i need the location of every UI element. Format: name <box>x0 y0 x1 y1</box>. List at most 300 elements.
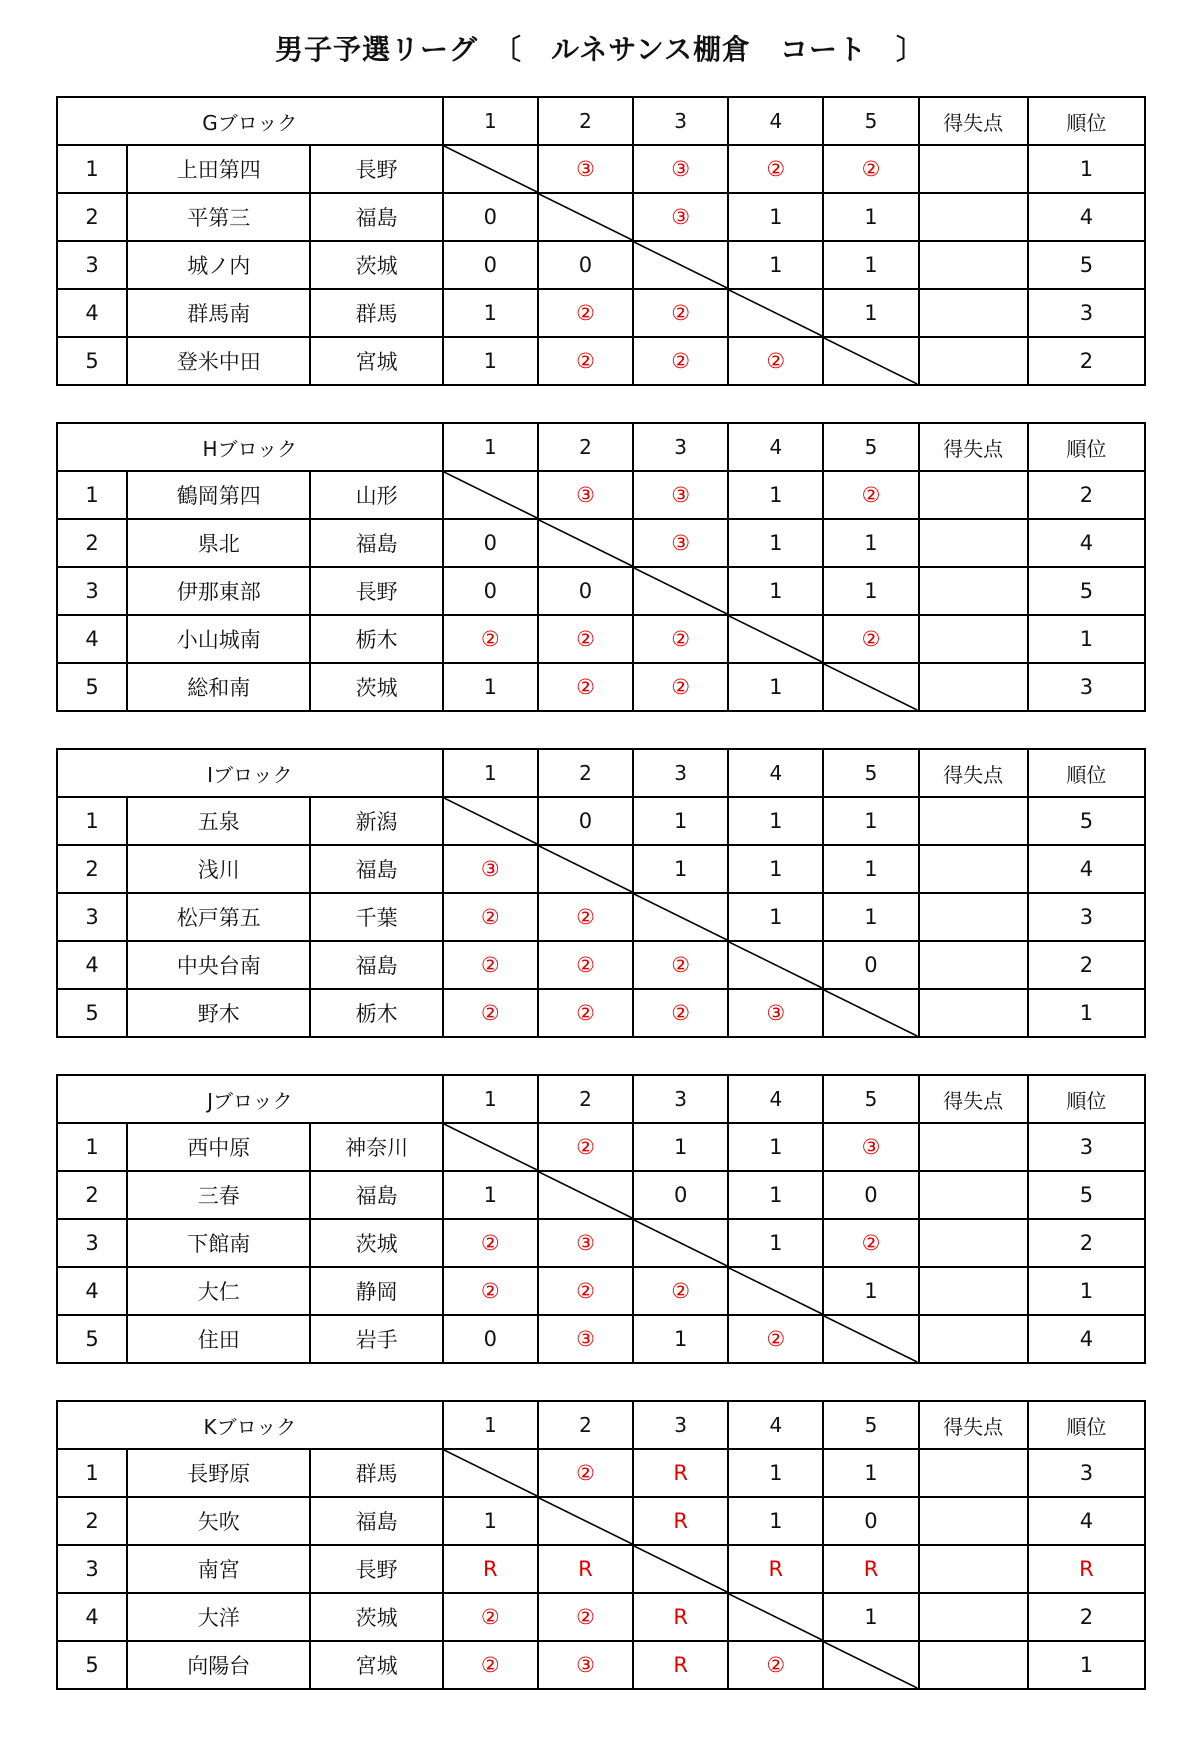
team-prefecture: 千葉 <box>310 893 442 941</box>
match-result: ② <box>443 1641 538 1689</box>
score-cell <box>919 615 1028 663</box>
diagonal-line <box>444 472 537 518</box>
match-result: 1 <box>823 241 918 289</box>
diagonal-line <box>729 1594 822 1640</box>
team-number: 2 <box>57 1171 127 1219</box>
match-result: ② <box>728 1641 823 1689</box>
column-number: 5 <box>823 97 918 145</box>
score-cell <box>919 567 1028 615</box>
match-result: ② <box>443 1219 538 1267</box>
team-row <box>57 145 1145 193</box>
match-result: ② <box>823 145 918 193</box>
match-result: ② <box>538 989 633 1037</box>
diagonal-line <box>634 242 727 288</box>
column-number: 4 <box>728 97 823 145</box>
team-number: 1 <box>57 145 127 193</box>
diagonal-line <box>539 1172 632 1218</box>
team-prefecture: 岩手 <box>310 1315 442 1363</box>
score-cell <box>919 1593 1028 1641</box>
team-number: 4 <box>57 1267 127 1315</box>
rank-cell: 4 <box>1028 519 1145 567</box>
team-row <box>57 893 1145 941</box>
rank-cell: 5 <box>1028 797 1145 845</box>
team-number: 4 <box>57 1593 127 1641</box>
match-result: 1 <box>633 845 728 893</box>
column-number: 1 <box>443 1075 538 1123</box>
score-cell <box>919 193 1028 241</box>
team-row <box>57 1641 1145 1689</box>
match-result: ② <box>538 893 633 941</box>
score-cell <box>919 1315 1028 1363</box>
self-match-cell <box>443 145 538 193</box>
match-result: 1 <box>728 893 823 941</box>
match-result: ③ <box>633 145 728 193</box>
team-row <box>57 1219 1145 1267</box>
match-result: ② <box>538 1593 633 1641</box>
team-number: 4 <box>57 289 127 337</box>
team-row <box>57 1315 1145 1363</box>
team-number: 5 <box>57 1315 127 1363</box>
match-result: ③ <box>538 1641 633 1689</box>
team-number: 5 <box>57 337 127 385</box>
diagonal-line <box>444 146 537 192</box>
match-result: R <box>823 1545 918 1593</box>
rank-header: 順位 <box>1028 97 1145 145</box>
rank-cell: 1 <box>1028 989 1145 1037</box>
match-result: 1 <box>823 893 918 941</box>
team-row <box>57 663 1145 711</box>
column-number: 5 <box>823 1401 918 1449</box>
rank-header: 順位 <box>1028 423 1145 471</box>
match-result: 1 <box>823 1449 918 1497</box>
team-name: 大仁 <box>127 1267 310 1315</box>
match-result: ③ <box>823 1123 918 1171</box>
score-cell <box>919 289 1028 337</box>
match-result: 1 <box>728 797 823 845</box>
rank-cell: 2 <box>1028 1593 1145 1641</box>
team-row <box>57 1593 1145 1641</box>
league-block <box>56 1074 1146 1364</box>
league-table <box>56 96 1146 386</box>
team-number: 5 <box>57 663 127 711</box>
league-block <box>56 1400 1146 1690</box>
league-table <box>56 422 1146 712</box>
column-number: 2 <box>538 749 633 797</box>
team-prefecture: 長野 <box>310 1545 442 1593</box>
score-cell <box>919 1267 1028 1315</box>
rank-cell: 2 <box>1028 471 1145 519</box>
score-cell <box>919 893 1028 941</box>
team-number: 3 <box>57 241 127 289</box>
header-row <box>57 97 1145 145</box>
team-name: 大洋 <box>127 1593 310 1641</box>
score-cell <box>919 241 1028 289</box>
team-prefecture: 福島 <box>310 193 442 241</box>
match-result: ③ <box>633 193 728 241</box>
match-result: 1 <box>823 1267 918 1315</box>
team-name: 五泉 <box>127 797 310 845</box>
team-prefecture: 茨城 <box>310 241 442 289</box>
match-result: ② <box>443 893 538 941</box>
rank-cell: 4 <box>1028 1315 1145 1363</box>
match-result: R <box>633 1497 728 1545</box>
rank-cell: 2 <box>1028 1219 1145 1267</box>
score-cell <box>919 1497 1028 1545</box>
team-number: 1 <box>57 471 127 519</box>
match-result: 1 <box>728 519 823 567</box>
header-row <box>57 1075 1145 1123</box>
match-result: 1 <box>443 663 538 711</box>
match-result: ② <box>823 471 918 519</box>
match-result: 1 <box>728 1449 823 1497</box>
diagonal-line <box>634 1546 727 1592</box>
rank-cell: 3 <box>1028 893 1145 941</box>
diagonal-line <box>444 798 537 844</box>
team-row <box>57 337 1145 385</box>
match-result: ② <box>538 941 633 989</box>
match-result: 1 <box>728 471 823 519</box>
diagonal-line <box>539 1498 632 1544</box>
match-result: R <box>538 1545 633 1593</box>
match-result: ② <box>633 337 728 385</box>
self-match-cell <box>728 615 823 663</box>
match-result: ② <box>443 1593 538 1641</box>
team-name: 西中原 <box>127 1123 310 1171</box>
match-result: ③ <box>538 471 633 519</box>
team-row <box>57 989 1145 1037</box>
team-row <box>57 1497 1145 1545</box>
rank-cell: 5 <box>1028 1171 1145 1219</box>
team-number: 3 <box>57 893 127 941</box>
match-result: 1 <box>728 1497 823 1545</box>
match-result: 0 <box>633 1171 728 1219</box>
column-number: 5 <box>823 423 918 471</box>
team-prefecture: 群馬 <box>310 289 442 337</box>
match-result: 0 <box>443 519 538 567</box>
rank-cell: 5 <box>1028 241 1145 289</box>
team-name: 野木 <box>127 989 310 1037</box>
rank-cell: 3 <box>1028 1449 1145 1497</box>
rank-cell: 5 <box>1028 567 1145 615</box>
team-prefecture: 宮城 <box>310 337 442 385</box>
match-result: ② <box>538 289 633 337</box>
match-result: ② <box>633 1267 728 1315</box>
team-name: 上田第四 <box>127 145 310 193</box>
league-block <box>56 748 1146 1038</box>
column-number: 4 <box>728 1401 823 1449</box>
self-match-cell <box>443 471 538 519</box>
match-result: ② <box>823 615 918 663</box>
self-match-cell <box>538 845 633 893</box>
score-cell <box>919 1641 1028 1689</box>
match-result: ③ <box>633 519 728 567</box>
match-result: 1 <box>728 1123 823 1171</box>
self-match-cell <box>443 797 538 845</box>
column-number: 3 <box>633 423 728 471</box>
self-match-cell <box>823 1315 918 1363</box>
team-row <box>57 519 1145 567</box>
match-result: R <box>633 1641 728 1689</box>
team-prefecture: 栃木 <box>310 989 442 1037</box>
score-cell <box>919 337 1028 385</box>
self-match-cell <box>823 989 918 1037</box>
match-result: ② <box>633 615 728 663</box>
self-match-cell <box>633 893 728 941</box>
team-name: 浅川 <box>127 845 310 893</box>
column-number: 2 <box>538 1401 633 1449</box>
column-number: 2 <box>538 1075 633 1123</box>
match-result: ② <box>633 989 728 1037</box>
score-cell <box>919 471 1028 519</box>
team-name: 城ノ内 <box>127 241 310 289</box>
match-result: ② <box>633 941 728 989</box>
score-cell <box>919 145 1028 193</box>
rank-header: 順位 <box>1028 749 1145 797</box>
rank-cell: 1 <box>1028 1267 1145 1315</box>
block-name: Gブロック <box>57 97 443 145</box>
team-row <box>57 241 1145 289</box>
match-result: 0 <box>443 567 538 615</box>
team-number: 2 <box>57 193 127 241</box>
match-result: R <box>443 1545 538 1593</box>
self-match-cell <box>443 1123 538 1171</box>
match-result: 1 <box>728 241 823 289</box>
column-number: 4 <box>728 749 823 797</box>
team-name: 登米中田 <box>127 337 310 385</box>
match-result: 1 <box>443 1497 538 1545</box>
column-number: 4 <box>728 423 823 471</box>
self-match-cell <box>728 941 823 989</box>
team-prefecture: 長野 <box>310 567 442 615</box>
score-cell <box>919 663 1028 711</box>
team-number: 3 <box>57 1545 127 1593</box>
team-number: 2 <box>57 1497 127 1545</box>
self-match-cell <box>823 337 918 385</box>
score-cell <box>919 797 1028 845</box>
diagonal-line <box>539 520 632 566</box>
score-cell <box>919 1123 1028 1171</box>
match-result: 1 <box>823 193 918 241</box>
team-name: 向陽台 <box>127 1641 310 1689</box>
team-number: 4 <box>57 615 127 663</box>
team-name: 群馬南 <box>127 289 310 337</box>
match-result: ② <box>538 1267 633 1315</box>
self-match-cell <box>728 1267 823 1315</box>
self-match-cell <box>633 241 728 289</box>
match-result: 1 <box>633 1123 728 1171</box>
match-result: 1 <box>443 1171 538 1219</box>
match-result: 1 <box>823 797 918 845</box>
team-number: 2 <box>57 845 127 893</box>
match-result: 1 <box>728 567 823 615</box>
header-row <box>57 423 1145 471</box>
match-result: ③ <box>728 989 823 1037</box>
match-result: ② <box>728 145 823 193</box>
rank-header: 順位 <box>1028 1401 1145 1449</box>
league-block <box>56 422 1146 712</box>
diagonal-line <box>729 1268 822 1314</box>
match-result: ③ <box>443 845 538 893</box>
team-row <box>57 797 1145 845</box>
match-result: ② <box>538 615 633 663</box>
match-result: 0 <box>823 1171 918 1219</box>
diagonal-line <box>824 990 917 1036</box>
match-result: ② <box>633 289 728 337</box>
column-number: 3 <box>633 1401 728 1449</box>
score-header: 得失点 <box>919 1401 1028 1449</box>
team-row <box>57 1171 1145 1219</box>
team-prefecture: 茨城 <box>310 1593 442 1641</box>
match-result: 1 <box>823 1593 918 1641</box>
match-result: ② <box>538 1449 633 1497</box>
match-result: 1 <box>728 1219 823 1267</box>
rank-cell: 1 <box>1028 1641 1145 1689</box>
match-result: 1 <box>728 663 823 711</box>
match-result: 0 <box>443 1315 538 1363</box>
score-cell <box>919 845 1028 893</box>
team-prefecture: 栃木 <box>310 615 442 663</box>
score-cell <box>919 941 1028 989</box>
match-result: 0 <box>538 797 633 845</box>
score-cell <box>919 519 1028 567</box>
team-number: 2 <box>57 519 127 567</box>
match-result: 1 <box>728 845 823 893</box>
match-result: 1 <box>823 567 918 615</box>
self-match-cell <box>538 193 633 241</box>
team-prefecture: 福島 <box>310 941 442 989</box>
team-row <box>57 615 1145 663</box>
team-row <box>57 941 1145 989</box>
team-row <box>57 289 1145 337</box>
team-prefecture: 福島 <box>310 1171 442 1219</box>
team-name: 県北 <box>127 519 310 567</box>
match-result: ③ <box>538 1219 633 1267</box>
column-number: 5 <box>823 1075 918 1123</box>
team-prefecture: 山形 <box>310 471 442 519</box>
team-name: 矢吹 <box>127 1497 310 1545</box>
match-result: 0 <box>443 241 538 289</box>
match-result: 0 <box>823 941 918 989</box>
diagonal-line <box>634 1220 727 1266</box>
score-cell <box>919 1171 1028 1219</box>
column-number: 1 <box>443 749 538 797</box>
team-prefecture: 福島 <box>310 845 442 893</box>
team-prefecture: 長野 <box>310 145 442 193</box>
league-table <box>56 1400 1146 1690</box>
score-header: 得失点 <box>919 423 1028 471</box>
team-number: 1 <box>57 1449 127 1497</box>
column-number: 2 <box>538 423 633 471</box>
team-row <box>57 1267 1145 1315</box>
rank-cell: R <box>1028 1545 1145 1593</box>
match-result: R <box>728 1545 823 1593</box>
team-prefecture: 神奈川 <box>310 1123 442 1171</box>
match-result: 1 <box>633 1315 728 1363</box>
match-result: ② <box>443 941 538 989</box>
column-number: 1 <box>443 423 538 471</box>
match-result: 1 <box>823 519 918 567</box>
diagonal-line <box>539 846 632 892</box>
match-result: 0 <box>443 193 538 241</box>
rank-header: 順位 <box>1028 1075 1145 1123</box>
diagonal-line <box>444 1450 537 1496</box>
diagonal-line <box>824 664 917 710</box>
team-row <box>57 471 1145 519</box>
self-match-cell <box>728 289 823 337</box>
match-result: ② <box>633 663 728 711</box>
match-result: ② <box>728 1315 823 1363</box>
match-result: ② <box>443 615 538 663</box>
score-header: 得失点 <box>919 749 1028 797</box>
score-header: 得失点 <box>919 1075 1028 1123</box>
match-result: 1 <box>823 289 918 337</box>
team-number: 3 <box>57 567 127 615</box>
team-number: 1 <box>57 1123 127 1171</box>
rank-cell: 4 <box>1028 845 1145 893</box>
rank-cell: 1 <box>1028 615 1145 663</box>
team-name: 三春 <box>127 1171 310 1219</box>
team-name: 鶴岡第四 <box>127 471 310 519</box>
diagonal-line <box>729 290 822 336</box>
team-prefecture: 新潟 <box>310 797 442 845</box>
block-name: Kブロック <box>57 1401 443 1449</box>
team-name: 住田 <box>127 1315 310 1363</box>
match-result: 0 <box>538 567 633 615</box>
diagonal-line <box>729 616 822 662</box>
rank-cell: 4 <box>1028 1497 1145 1545</box>
column-number: 3 <box>633 97 728 145</box>
match-result: 0 <box>538 241 633 289</box>
match-result: ② <box>538 337 633 385</box>
score-cell <box>919 1449 1028 1497</box>
rank-cell: 3 <box>1028 663 1145 711</box>
column-number: 5 <box>823 749 918 797</box>
team-number: 5 <box>57 1641 127 1689</box>
league-table <box>56 748 1146 1038</box>
column-number: 4 <box>728 1075 823 1123</box>
column-number: 2 <box>538 97 633 145</box>
team-name: 伊那東部 <box>127 567 310 615</box>
team-row <box>57 845 1145 893</box>
team-prefecture: 静岡 <box>310 1267 442 1315</box>
match-result: 1 <box>443 289 538 337</box>
team-row <box>57 1545 1145 1593</box>
team-prefecture: 茨城 <box>310 663 442 711</box>
match-result: 1 <box>728 1171 823 1219</box>
self-match-cell <box>538 1497 633 1545</box>
team-row <box>57 1449 1145 1497</box>
self-match-cell <box>823 1641 918 1689</box>
team-prefecture: 福島 <box>310 1497 442 1545</box>
diagonal-line <box>824 1642 917 1688</box>
team-number: 1 <box>57 797 127 845</box>
rank-cell: 3 <box>1028 1123 1145 1171</box>
header-row <box>57 1401 1145 1449</box>
team-number: 4 <box>57 941 127 989</box>
league-block <box>56 96 1146 386</box>
diagonal-line <box>824 1316 917 1362</box>
team-row <box>57 1123 1145 1171</box>
match-result: 1 <box>633 797 728 845</box>
team-name: 長野原 <box>127 1449 310 1497</box>
match-result: ③ <box>633 471 728 519</box>
match-result: ③ <box>538 145 633 193</box>
score-cell <box>919 1545 1028 1593</box>
match-result: R <box>633 1593 728 1641</box>
block-name: Iブロック <box>57 749 443 797</box>
rank-cell: 1 <box>1028 145 1145 193</box>
team-row <box>57 193 1145 241</box>
